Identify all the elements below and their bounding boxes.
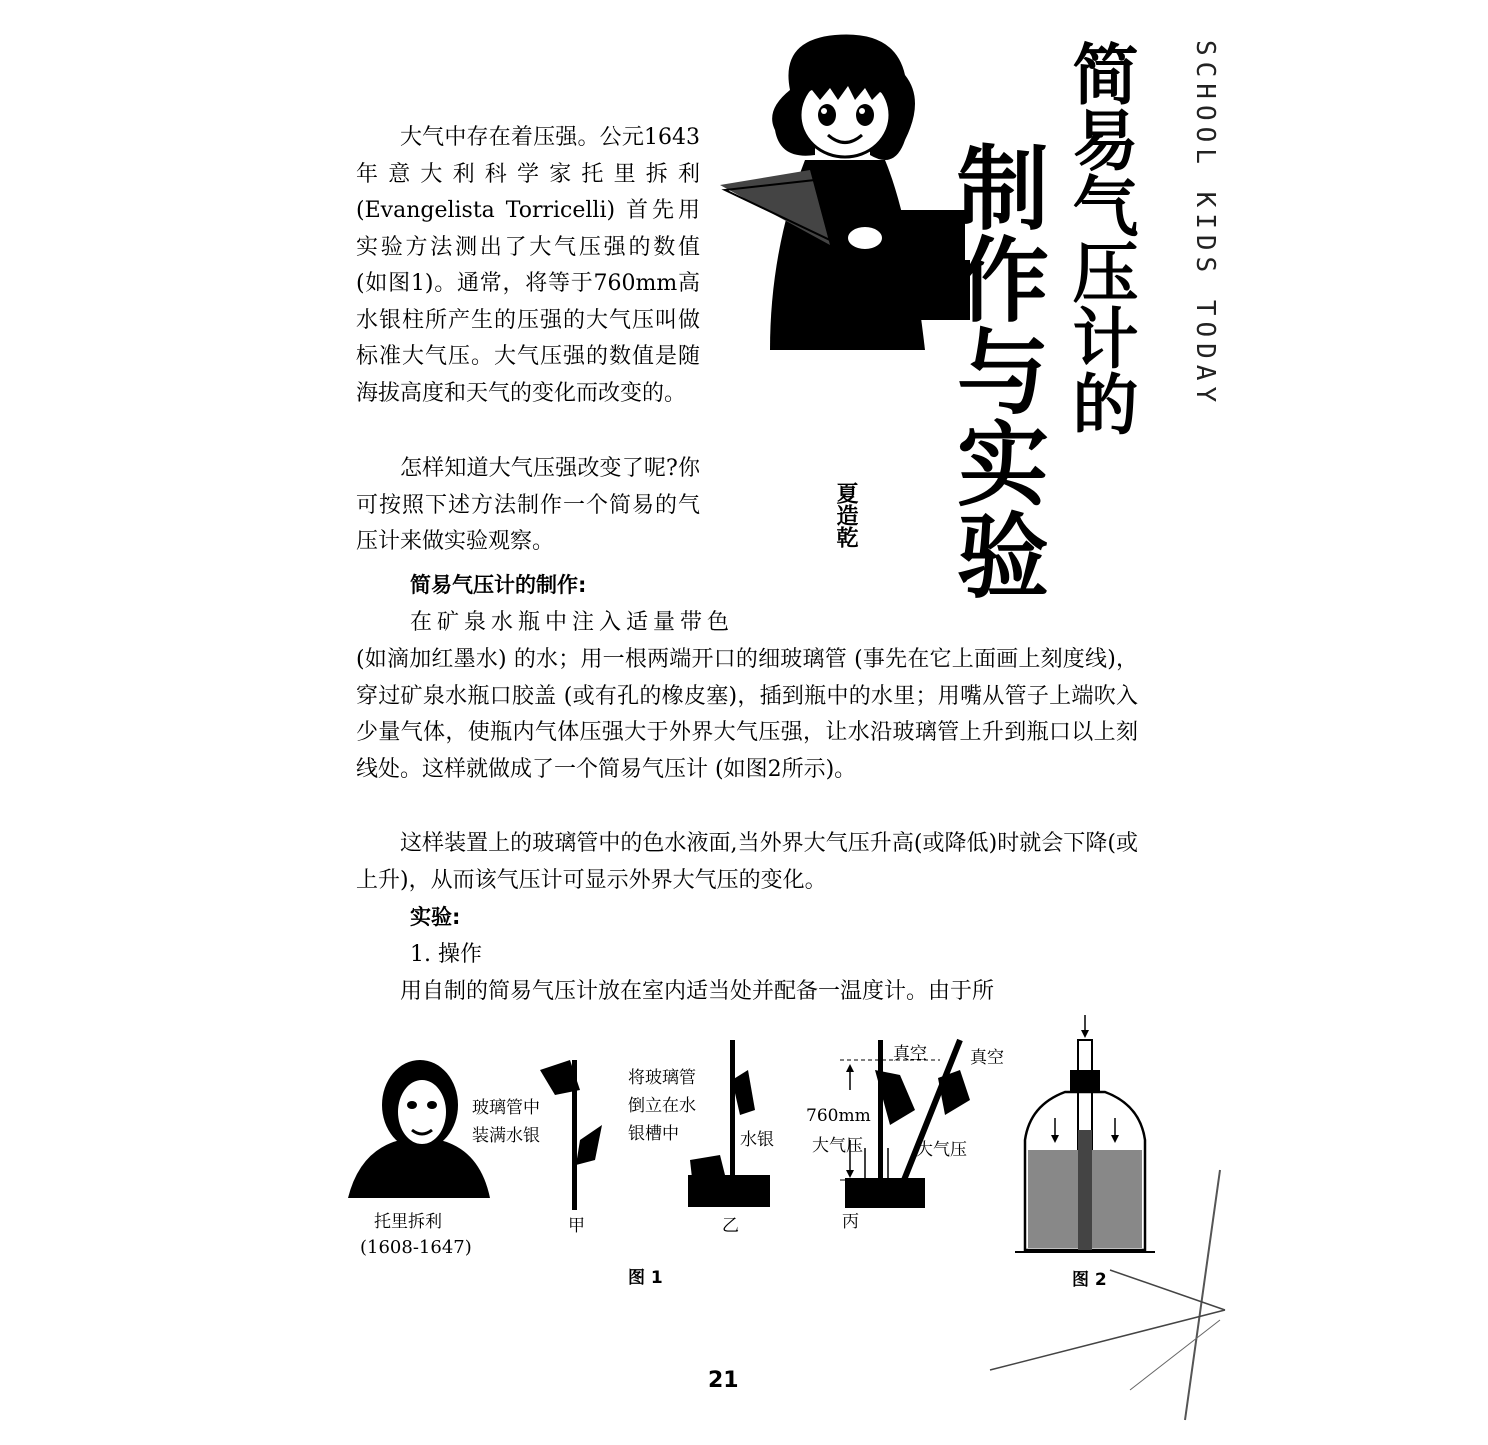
- figure1-label-760mm: 760mm: [806, 1106, 871, 1126]
- page-number: 21: [708, 1368, 739, 1393]
- figure1-label-invert-3: 银槽中: [628, 1124, 679, 1144]
- decorative-streaks: [980, 1160, 1230, 1430]
- figure1-sub-yi: 乙: [722, 1216, 739, 1236]
- figure1-portrait-name: 托里拆利: [374, 1212, 442, 1232]
- torricelli-portrait: [348, 1060, 490, 1198]
- figure1-sub-jia: 甲: [568, 1216, 585, 1236]
- figure1-label-tube-full-2: 装满水银: [472, 1126, 540, 1146]
- side-banner: SCHOOL KIDS TODAY: [1190, 40, 1220, 409]
- figure1-caption: 图 1: [628, 1268, 663, 1288]
- figure1-sub-bing: 丙: [842, 1212, 859, 1232]
- operation-paragraph: 用自制的简易气压计放在室内适当处并配备一温度计。由于所: [400, 979, 995, 1004]
- observation-paragraph: 这样装置上的玻璃管中的色水液面,当外界大气压升高(或降低)时就会下降(或上升)，从而该气压计可显示外界大气压的变化。: [356, 831, 1138, 893]
- figure1-label-atm-2: 大气压: [916, 1140, 967, 1160]
- title-column-2: 制作与实验: [942, 140, 1049, 600]
- intro-paragraph-2: 怎样知道大气压强改变了呢?你可按照下述方法制作一个简易的气压计来做实验观察。: [356, 456, 700, 554]
- figure1-label-vacuum-2: 真空: [970, 1048, 1004, 1068]
- figure1-label-mercury: 水银: [740, 1130, 774, 1150]
- figure1-label-tube-full-1: 玻璃管中: [472, 1098, 540, 1118]
- tube-jia: [540, 1060, 602, 1210]
- title-column-1: 简易气压计的: [1061, 40, 1138, 436]
- figure1-label-invert-1: 将玻璃管: [628, 1068, 696, 1088]
- figure1-portrait-years: (1608-1647): [360, 1237, 472, 1258]
- tube-yi: [688, 1040, 770, 1207]
- figure-1-drawing: [340, 1030, 1040, 1210]
- making-paragraph: (如滴加红墨水) 的水；用一根两端开口的细玻璃管 (事先在它上面画上刻度线)，穿过矿泉水瓶口胶盖 (或有孔的橡皮塞)，插到瓶中的水里；用嘴从管子上端吹入少量气体，使瓶内气体压强大于外界大气压强，让水沿玻璃管上升到瓶口以上刻线处。这样就做成了一个简易气压计 (如图2所示)。: [356, 647, 1138, 782]
- intro-paragraph-1: 大气中存在着压强。公元1643年意大利科学家托里拆利(Evangelista Torricelli) 首先用实验方法测出了大气压强的数值 (如图1)。通常，将等于760mm高水银柱所产生的压强的大气压叫做标准大气压。大气压强的数值是随海拔高度和天气的变化而改变的。: [356, 125, 700, 406]
- figure1-label-vacuum-1: 真空: [893, 1044, 927, 1064]
- section-heading-making: 简易气压计的制作:: [410, 573, 587, 597]
- figure1-label-atm-1: 大气压: [812, 1136, 863, 1156]
- figure2-caption: 图 2: [1072, 1270, 1107, 1290]
- girl-illustration: [720, 20, 970, 370]
- author-name: 夏造乾: [833, 482, 858, 548]
- making-paragraph-start: 在矿泉水瓶中注入适量带色: [410, 610, 735, 635]
- subheading-operation: 1. 操作: [410, 942, 482, 967]
- section-heading-experiment: 实验:: [410, 905, 461, 929]
- figure1-label-invert-2: 倒立在水: [628, 1096, 696, 1116]
